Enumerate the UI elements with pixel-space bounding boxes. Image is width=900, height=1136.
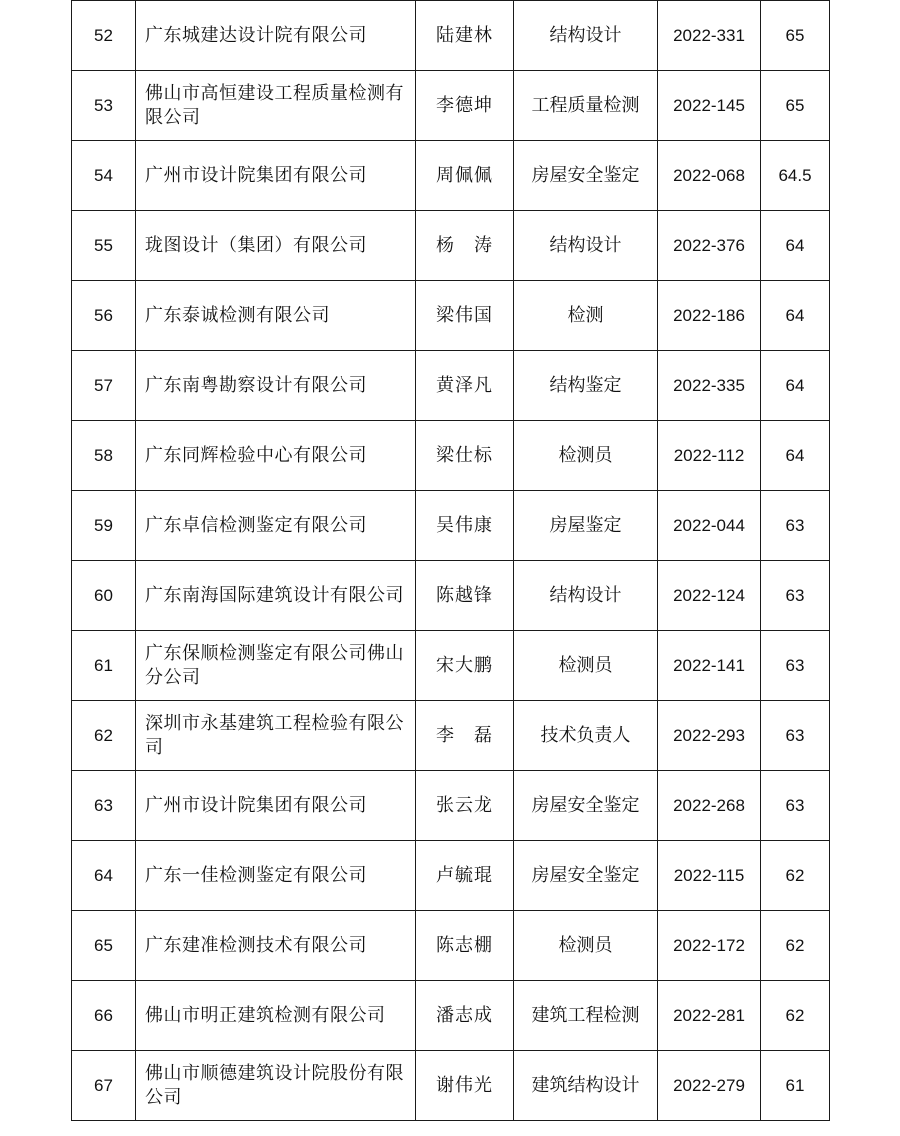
certificate-number: 2022-112 <box>658 421 761 491</box>
certificate-number: 2022-068 <box>658 141 761 211</box>
person-name: 谢伟光 <box>416 1051 514 1121</box>
table-row <box>72 561 830 631</box>
position: 结构设计 <box>514 1 658 71</box>
person-name: 陈志棚 <box>416 911 514 981</box>
person-name: 梁仕标 <box>416 421 514 491</box>
table-row <box>72 771 830 841</box>
position: 结构设计 <box>514 561 658 631</box>
table-row <box>72 421 830 491</box>
row-number: 55 <box>72 211 136 281</box>
document-page <box>71 0 829 1121</box>
score: 64 <box>761 281 830 351</box>
person-name: 宋大鹏 <box>416 631 514 701</box>
table-row <box>72 351 830 421</box>
row-number: 63 <box>72 771 136 841</box>
table-row <box>72 141 830 211</box>
person-name: 陈越锋 <box>416 561 514 631</box>
table-row <box>72 1 830 71</box>
company-name: 广州市设计院集团有限公司 <box>136 141 416 211</box>
score: 65 <box>761 1 830 71</box>
score: 64 <box>761 211 830 281</box>
certificate-number: 2022-044 <box>658 491 761 561</box>
position: 技术负责人 <box>514 701 658 771</box>
table-row <box>72 491 830 561</box>
company-name: 深圳市永基建筑工程检验有限公司 <box>136 701 416 771</box>
row-number: 52 <box>72 1 136 71</box>
table-row <box>72 981 830 1051</box>
person-name: 杨 涛 <box>416 211 514 281</box>
person-name: 卢毓琨 <box>416 841 514 911</box>
score: 62 <box>761 981 830 1051</box>
certificate-number: 2022-186 <box>658 281 761 351</box>
score: 63 <box>761 771 830 841</box>
position: 结构鉴定 <box>514 351 658 421</box>
company-name: 广东城建达设计院有限公司 <box>136 1 416 71</box>
row-number: 54 <box>72 141 136 211</box>
results-table <box>71 0 830 1121</box>
table-row <box>72 1051 830 1121</box>
score: 64 <box>761 351 830 421</box>
row-number: 61 <box>72 631 136 701</box>
person-name: 潘志成 <box>416 981 514 1051</box>
position: 房屋安全鉴定 <box>514 771 658 841</box>
score: 62 <box>761 841 830 911</box>
position: 结构设计 <box>514 211 658 281</box>
row-number: 62 <box>72 701 136 771</box>
score: 63 <box>761 701 830 771</box>
position: 房屋鉴定 <box>514 491 658 561</box>
results-table-body <box>72 1 830 1121</box>
certificate-number: 2022-281 <box>658 981 761 1051</box>
position: 检测员 <box>514 911 658 981</box>
table-row <box>72 631 830 701</box>
position: 建筑结构设计 <box>514 1051 658 1121</box>
table-row <box>72 281 830 351</box>
person-name: 陆建林 <box>416 1 514 71</box>
score: 63 <box>761 631 830 701</box>
table-row <box>72 911 830 981</box>
company-name: 佛山市高恒建设工程质量检测有限公司 <box>136 71 416 141</box>
person-name: 吴伟康 <box>416 491 514 561</box>
row-number: 64 <box>72 841 136 911</box>
company-name: 佛山市明正建筑检测有限公司 <box>136 981 416 1051</box>
position: 检测员 <box>514 631 658 701</box>
row-number: 59 <box>72 491 136 561</box>
position: 建筑工程检测 <box>514 981 658 1051</box>
company-name: 广东同辉检验中心有限公司 <box>136 421 416 491</box>
company-name: 广东建准检测技术有限公司 <box>136 911 416 981</box>
person-name: 周佩佩 <box>416 141 514 211</box>
row-number: 53 <box>72 71 136 141</box>
company-name: 广东一佳检测鉴定有限公司 <box>136 841 416 911</box>
certificate-number: 2022-115 <box>658 841 761 911</box>
score: 65 <box>761 71 830 141</box>
table-row <box>72 211 830 281</box>
score: 61 <box>761 1051 830 1121</box>
score: 64 <box>761 421 830 491</box>
position: 检测员 <box>514 421 658 491</box>
certificate-number: 2022-124 <box>658 561 761 631</box>
certificate-number: 2022-335 <box>658 351 761 421</box>
certificate-number: 2022-268 <box>658 771 761 841</box>
row-number: 65 <box>72 911 136 981</box>
row-number: 67 <box>72 1051 136 1121</box>
certificate-number: 2022-279 <box>658 1051 761 1121</box>
company-name: 广东卓信检测鉴定有限公司 <box>136 491 416 561</box>
position: 房屋安全鉴定 <box>514 841 658 911</box>
certificate-number: 2022-293 <box>658 701 761 771</box>
certificate-number: 2022-145 <box>658 71 761 141</box>
company-name: 珑图设计（集团）有限公司 <box>136 211 416 281</box>
company-name: 广州市设计院集团有限公司 <box>136 771 416 841</box>
row-number: 60 <box>72 561 136 631</box>
score: 64.5 <box>761 141 830 211</box>
score: 63 <box>761 561 830 631</box>
person-name: 梁伟国 <box>416 281 514 351</box>
row-number: 66 <box>72 981 136 1051</box>
table-row <box>72 841 830 911</box>
position: 房屋安全鉴定 <box>514 141 658 211</box>
score: 63 <box>761 491 830 561</box>
certificate-number: 2022-331 <box>658 1 761 71</box>
score: 62 <box>761 911 830 981</box>
person-name: 黄泽凡 <box>416 351 514 421</box>
company-name: 佛山市顺德建筑设计院股份有限公司 <box>136 1051 416 1121</box>
company-name: 广东泰诚检测有限公司 <box>136 281 416 351</box>
company-name: 广东保顺检测鉴定有限公司佛山分公司 <box>136 631 416 701</box>
table-row <box>72 71 830 141</box>
certificate-number: 2022-172 <box>658 911 761 981</box>
person-name: 张云龙 <box>416 771 514 841</box>
company-name: 广东南粤勘察设计有限公司 <box>136 351 416 421</box>
table-row <box>72 701 830 771</box>
row-number: 56 <box>72 281 136 351</box>
person-name: 李德坤 <box>416 71 514 141</box>
company-name: 广东南海国际建筑设计有限公司 <box>136 561 416 631</box>
certificate-number: 2022-376 <box>658 211 761 281</box>
position: 工程质量检测 <box>514 71 658 141</box>
row-number: 58 <box>72 421 136 491</box>
certificate-number: 2022-141 <box>658 631 761 701</box>
position: 检测 <box>514 281 658 351</box>
row-number: 57 <box>72 351 136 421</box>
person-name: 李 磊 <box>416 701 514 771</box>
